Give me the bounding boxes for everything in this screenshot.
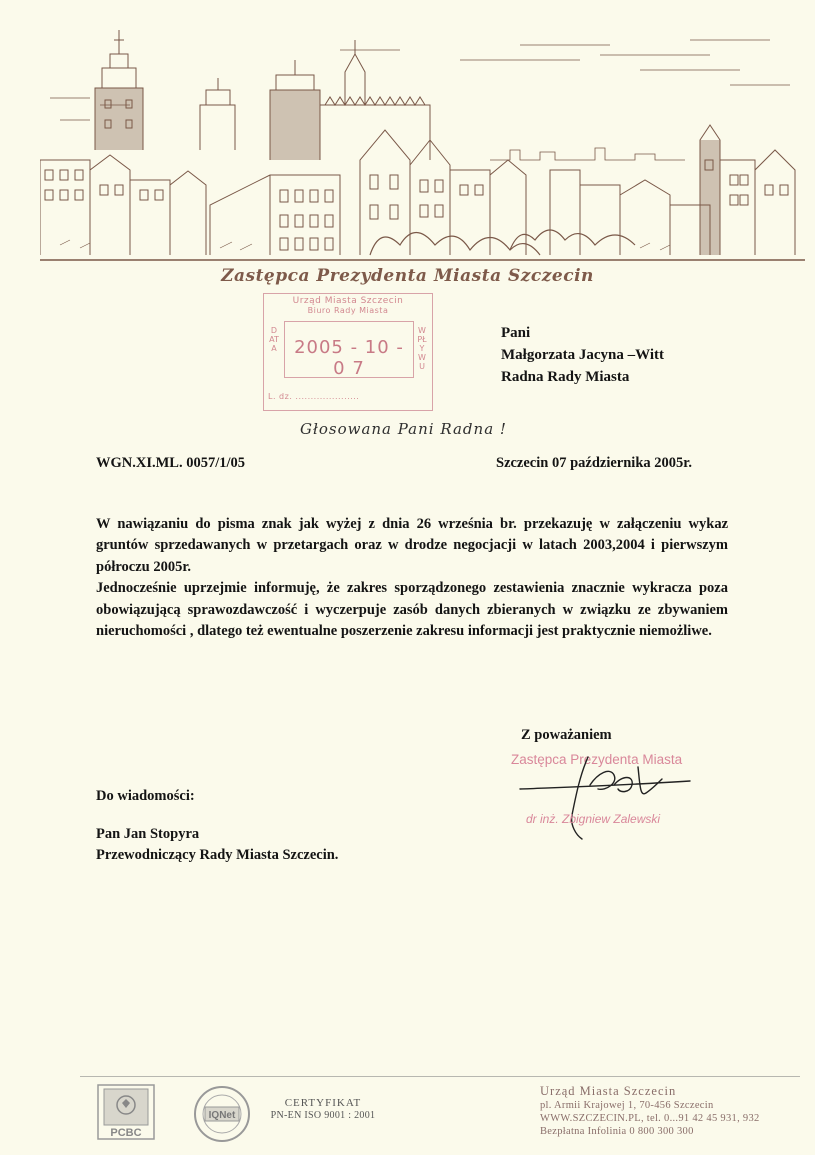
letter-body bbox=[96, 514, 728, 642]
certificate-block bbox=[258, 1097, 388, 1121]
received-stamp bbox=[263, 293, 433, 411]
letterhead-title: Zastępca Prezydenta Miasta Szczecin bbox=[221, 266, 594, 286]
cc-recipient bbox=[96, 824, 338, 866]
recipient-block bbox=[501, 322, 664, 388]
stamp-date: 2005 - 10 - 0 7 bbox=[294, 337, 404, 379]
stamp-side-label-right: WPŁYWU bbox=[417, 326, 427, 371]
body-paragraph: Jednocześnie uprzejmie informuję, że zakres sporządzonego zestawienia znacznie wykracza poza obowiązującą sprawozdawczość i wyczerpuje zasób danych zbieranych w związku ze zbywaniem nieruchomości , dlatego też ewentualne poszerzenie zakresu informacji jest praktycznie niemożliwe. bbox=[96, 580, 728, 640]
recipient-salutation: Pani bbox=[501, 325, 531, 341]
certificate-title: CERTYFIKAT bbox=[284, 1097, 362, 1109]
stamp-footer: L. dz. ..................... bbox=[268, 392, 360, 401]
recipient-title: Radna Rady Miasta bbox=[501, 369, 630, 385]
cc-label: Do wiadomości: bbox=[96, 788, 195, 804]
pcbc-logo-text: PCBC bbox=[110, 1127, 142, 1139]
closing-phrase: Z poważaniem bbox=[521, 727, 612, 743]
body-paragraph: W nawiązaniu do pisma znak jak wyżej z dnia 26 września br. przekazuję w załączeniu wykaz gruntów sprzedawanych w przetargach oraz w drodze negocjacji w latach 2003,2004 i pierwszym półroczu 2005r. bbox=[96, 516, 728, 575]
stamp-header-line2: Biuro Rady Miasta bbox=[307, 306, 389, 315]
recipient-name: Małgorzata Jacyna –Witt bbox=[501, 347, 665, 363]
place-and-date: Szczecin 07 października 2005r. bbox=[496, 455, 692, 471]
reference-number: WGN.XI.ML. 0057/1/05 bbox=[96, 455, 246, 471]
office-contact-block bbox=[540, 1085, 760, 1138]
handwritten-note: Głosowana Pani Radna ! bbox=[300, 420, 507, 438]
office-name: Urząd Miasta Szczecin bbox=[540, 1084, 677, 1098]
stamp-date-box bbox=[284, 321, 414, 378]
office-web-phone: WWW.SZCZECIN.PL, tel. 0...91 42 45 931, 932 bbox=[540, 1113, 760, 1124]
stamp-header bbox=[268, 296, 428, 316]
cc-recipient-title: Przewodniczący Rady Miasta Szczecin. bbox=[96, 847, 339, 863]
office-address: pl. Armii Krajowej 1, 70-456 Szczecin bbox=[540, 1100, 714, 1111]
signature-stamp-name: dr inż. Zbigniew Zalewski bbox=[526, 812, 661, 826]
certificate-standard: PN-EN ISO 9001 : 2001 bbox=[270, 1110, 376, 1121]
szczecin-skyline-illustration bbox=[40, 10, 805, 265]
office-infoline: Bezpłatna Infolinia 0 800 300 300 bbox=[540, 1126, 694, 1137]
stamp-side-label-left: DATA bbox=[269, 326, 279, 353]
iqnet-logo bbox=[193, 1085, 251, 1143]
cc-recipient-name: Pan Jan Stopyra bbox=[96, 826, 200, 842]
signature-stamp-title: Zastępca Prezydenta Miasta bbox=[511, 752, 683, 767]
stamp-header-line1: Urząd Miasta Szczecin bbox=[292, 296, 404, 306]
footer-divider bbox=[80, 1076, 800, 1077]
iqnet-logo-text: IQNet bbox=[208, 1110, 236, 1121]
pcbc-logo bbox=[96, 1083, 156, 1141]
